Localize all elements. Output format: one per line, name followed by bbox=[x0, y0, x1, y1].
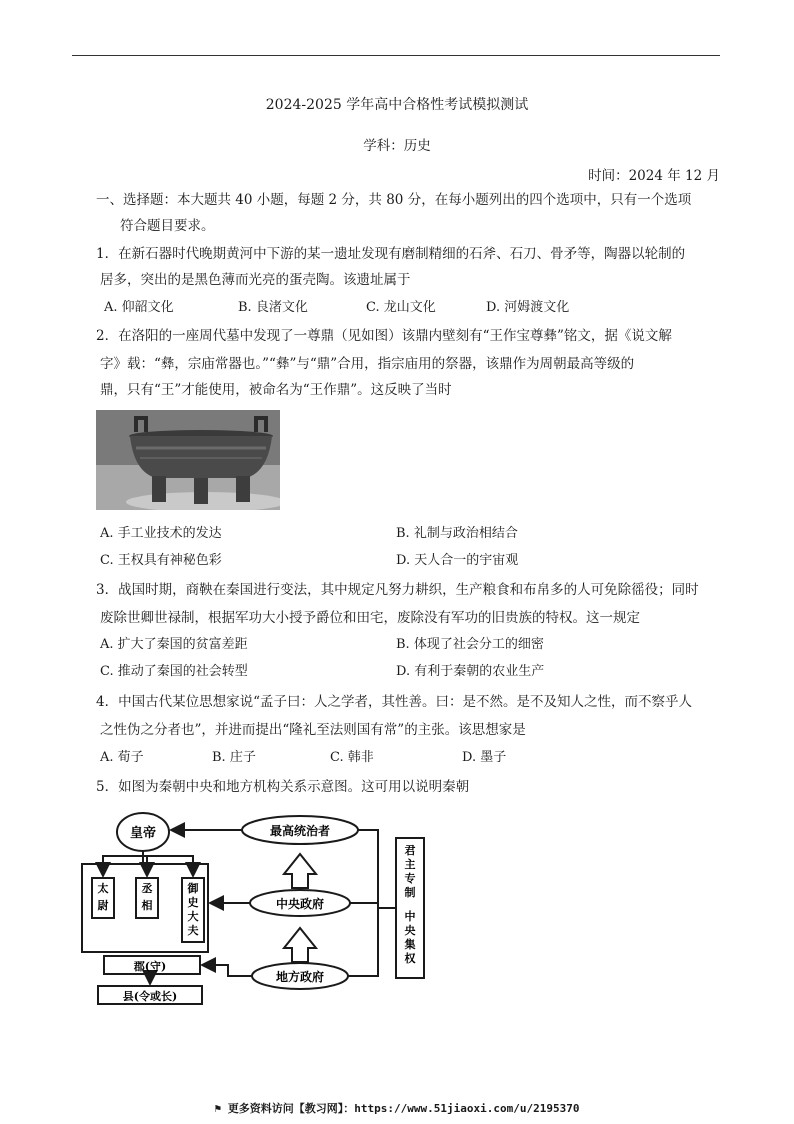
exam-time: 时间：2024 年 12 月 bbox=[588, 168, 720, 184]
q1-option-b: B. 良渚文化 bbox=[238, 300, 308, 315]
q4-option-d: D. 墨子 bbox=[462, 750, 507, 765]
q4-option-a: A. 荀子 bbox=[100, 750, 144, 765]
footer-text: 更多资料访问【教习网】：https://www.51jiaoxi.com/u/2195370 bbox=[227, 1102, 580, 1115]
central-government-label: 中央政府 bbox=[275, 897, 325, 911]
q3-stem-line1: 3．战国时期，商鞅在秦国进行变法，其中规定凡努力耕织，生产粮食和布帛多的人可免除徭役；同时 bbox=[96, 582, 699, 598]
q4-option-b: B. 庄子 bbox=[212, 750, 256, 765]
subject-label: 学科：历史 bbox=[363, 138, 431, 154]
q2-stem-line2: 字》载：“彝，宗庙常器也。”“彝”与“鼎”合用，指宗庙用的祭器，该鼎作为周朝最高等级的 bbox=[100, 356, 635, 372]
ding-vessel-drawing bbox=[96, 410, 280, 510]
jun-label: 郡(守) bbox=[133, 960, 167, 973]
flag-icon: ⚑ bbox=[214, 1102, 228, 1115]
side-label-centralization: 中央集权 bbox=[404, 910, 416, 965]
q2-option-a: A. 手工业技术的发达 bbox=[100, 526, 222, 541]
q3-option-a: A. 扩大了秦国的贫富差距 bbox=[100, 637, 248, 652]
top-rule bbox=[72, 55, 720, 56]
side-label-autocracy: 君主专制 bbox=[404, 844, 416, 899]
q2-stem-line3: 鼎，只有“王”才能使用，被命名为“王作鼎”。这反映了当时 bbox=[100, 382, 452, 398]
page-title: 2024-2025 学年高中合格性考试模拟测试 bbox=[265, 97, 529, 113]
q1-option-a: A. 仰韶文化 bbox=[104, 300, 174, 315]
up-arrow-icon bbox=[284, 854, 316, 888]
q3-stem-line2: 废除世卿世禄制，根据军功大小授予爵位和田宅，废除没有军功的旧贵族的特权。这一规定 bbox=[100, 610, 640, 626]
qin-institution-diagram bbox=[78, 808, 438, 1008]
q4-stem-line2: 之性伪之分者也”，并进而提出“隆礼至法则国有常”的主张。该思想家是 bbox=[100, 722, 526, 738]
q1-option-c: C. 龙山文化 bbox=[366, 300, 436, 315]
section-instruction-line2: 符合题目要求。 bbox=[120, 218, 215, 234]
yushi-label: 御史大夫 bbox=[187, 882, 199, 937]
q2-option-d: D. 天人合一的宇宙观 bbox=[396, 553, 519, 568]
q1-stem-line1: 1．在新石器时代晚期黄河中下游的某一遗址发现有磨制精细的石斧、石刀、骨矛等，陶器以轮制的 bbox=[96, 246, 686, 262]
taiwei-label: 太尉 bbox=[97, 882, 109, 912]
q4-stem-line1: 4．中国古代某位思想家说“孟子曰：人之学者，其性善。曰：是不然。是不及知人之性，而不察乎人 bbox=[96, 694, 692, 710]
q3-option-c: C. 推动了秦国的社会转型 bbox=[100, 664, 248, 679]
q3-option-d: D. 有利于秦朝的农业生产 bbox=[396, 664, 545, 679]
q2-option-c: C. 王权具有神秘色彩 bbox=[100, 553, 222, 568]
local-government-label: 地方政府 bbox=[275, 970, 325, 984]
q3-option-b: B. 体现了社会分工的细密 bbox=[396, 637, 544, 652]
footer-link[interactable] bbox=[0, 1100, 794, 1116]
up-arrow-icon bbox=[284, 928, 316, 962]
section-instruction-line1: 一、选择题：本大题共 40 小题，每题 2 分，共 80 分，在每小题列出的四个选项中，只有一个选项 bbox=[96, 192, 692, 208]
xian-label: 县(令或长) bbox=[122, 990, 178, 1003]
supreme-ruler-label: 最高统治者 bbox=[269, 824, 331, 838]
chengxiang-label: 丞相 bbox=[141, 882, 153, 912]
q1-stem-line2: 居多，突出的是黑色薄而光亮的蛋壳陶。该遗址属于 bbox=[100, 272, 411, 288]
q2-option-b: B. 礼制与政治相结合 bbox=[396, 526, 518, 541]
emperor-label: 皇帝 bbox=[129, 826, 157, 841]
q5-stem-line1: 5．如图为秦朝中央和地方机构关系示意图。这可用以说明秦朝 bbox=[96, 779, 470, 795]
q1-option-d: D. 河姆渡文化 bbox=[486, 300, 570, 315]
q2-stem-line1: 2．在洛阳的一座周代墓中发现了一尊鼎（见如图）该鼎内壁刻有“王作宝尊彝”铭文，据《说文解 bbox=[96, 328, 672, 344]
ding-vessel-photo bbox=[96, 410, 280, 510]
q4-option-c: C. 韩非 bbox=[330, 750, 374, 765]
